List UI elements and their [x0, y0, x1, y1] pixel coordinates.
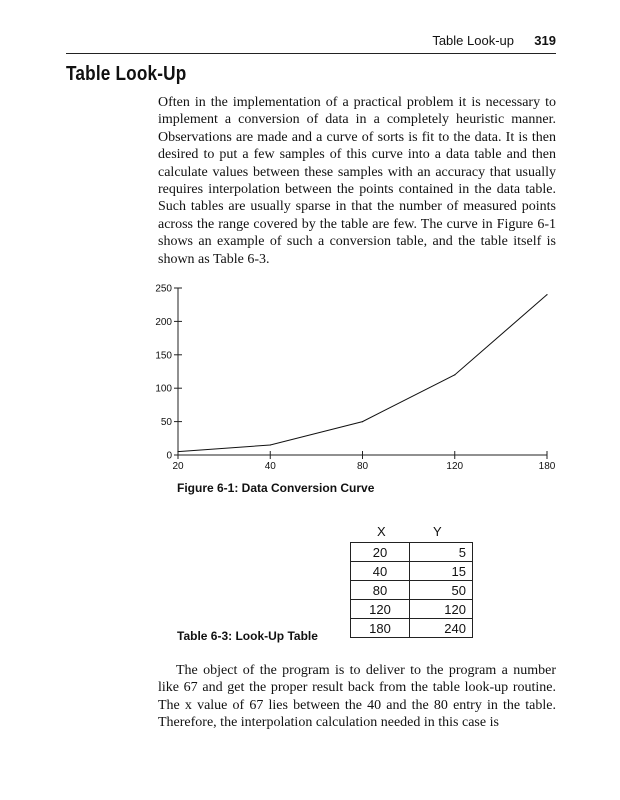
data-point — [454, 374, 455, 375]
x-tick-label: 120 — [446, 461, 464, 472]
y-tick-label: 150 — [155, 350, 172, 362]
table-cell-y: 120 — [410, 600, 473, 619]
table-cell-x: 180 — [351, 619, 410, 638]
y-tick-label: 0 — [166, 450, 172, 462]
figure-caption: Figure 6-1: Data Conversion Curve — [177, 481, 375, 495]
y-tick-label: 50 — [160, 417, 172, 429]
body-paragraph-2: The object of the program is to deliver to the program a number like 67 and get the proper result back from the table look-up routine. The x value of 67 lies between the 40 and the 80 entry in the table. Therefore, the interpolation calculation needed in this case is — [158, 663, 556, 731]
chart-axes — [178, 288, 547, 455]
table-cell-y: 240 — [410, 619, 473, 638]
data-point — [546, 294, 547, 295]
series-line — [178, 295, 547, 452]
data-point — [362, 421, 363, 422]
x-tick-label: 180 — [538, 461, 556, 472]
data-point — [270, 444, 271, 445]
data-point — [177, 451, 178, 452]
y-tick-label: 100 — [155, 383, 172, 395]
table-row — [351, 600, 473, 619]
table-header-y: Y — [433, 524, 442, 539]
table-cell-x: 20 — [351, 543, 410, 562]
table-row — [351, 581, 473, 600]
table-row — [351, 543, 473, 562]
x-tick-label: 80 — [356, 461, 369, 472]
table-cell-y: 5 — [410, 543, 473, 562]
section-title: Table Look-Up — [66, 63, 187, 85]
running-header-title: Table Look-up — [432, 33, 514, 48]
y-tick-label: 250 — [155, 283, 172, 295]
body-paragraph-1: Often in the implementation of a practical problem it is necessary to implement a conversion of data in a completely heuristic manner. Observations are made and a curve of sorts is fit to the data. It is then desired to put a few samples of this curve into a data table and then calculate values between these samples with an accuracy that usually requires interpolation between the points contained in the data table. Such tables are usually sparse in that the number of measured points across the range covered by the table are few. The curve in Figure 6-1 shows an example of such a conversion table, and the table itself is shown as Table 6-3. — [158, 95, 556, 267]
table-caption: Table 6-3: Look-Up Table — [177, 629, 318, 643]
chart-series — [177, 294, 547, 452]
table-cell-x: 40 — [351, 562, 410, 581]
page-number: 319 — [534, 33, 556, 48]
x-tick-label: 20 — [172, 461, 184, 472]
table-row — [351, 562, 473, 581]
table-row — [351, 619, 473, 638]
table-cell-y: 15 — [410, 562, 473, 581]
table-cell-y: 50 — [410, 581, 473, 600]
table-header-x: X — [377, 524, 386, 539]
lookup-table — [350, 542, 473, 638]
y-tick-label: 200 — [155, 316, 172, 328]
data-conversion-chart — [150, 280, 570, 480]
table-cell-x: 80 — [351, 581, 410, 600]
x-tick-label: 40 — [264, 461, 276, 472]
table-cell-x: 120 — [351, 600, 410, 619]
running-header — [66, 33, 556, 54]
chart-ticks — [155, 284, 555, 473]
